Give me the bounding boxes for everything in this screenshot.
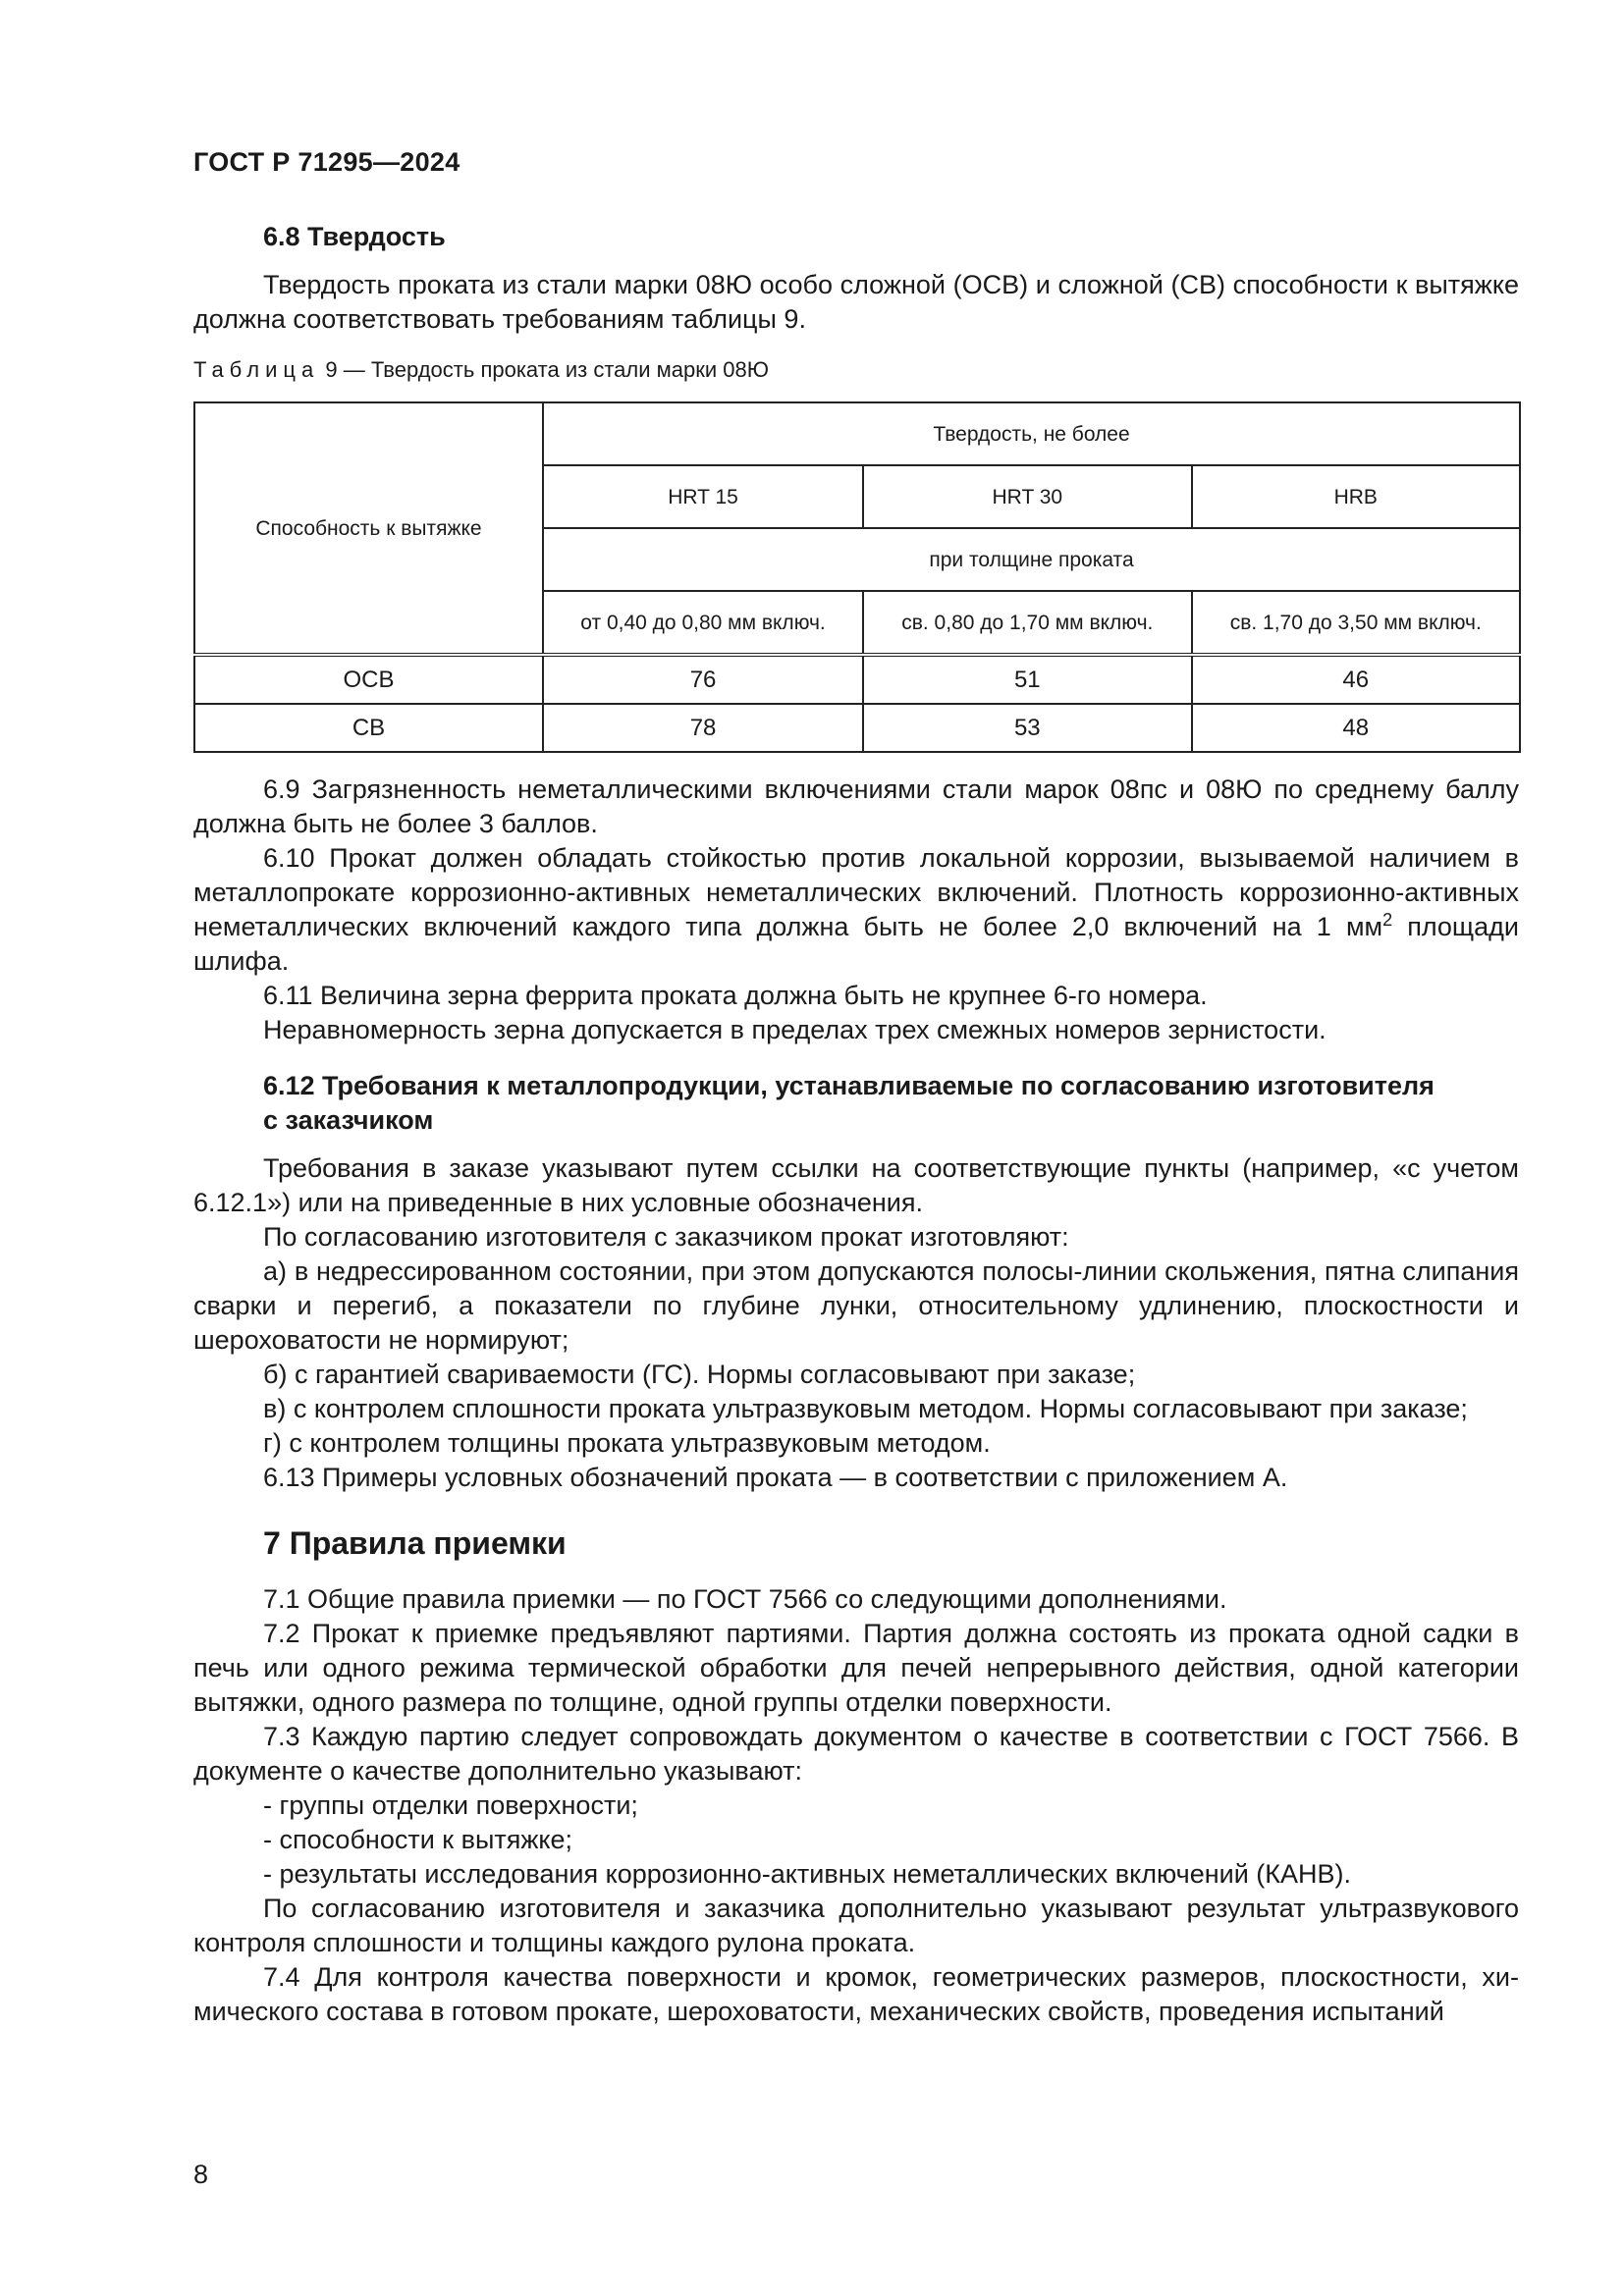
table-range-2: св. 0,80 до 1,70 мм включ.: [863, 591, 1191, 655]
page-number: 8: [193, 2160, 209, 2189]
section-7-2-text: 7.2 Прокат к приемке предъявляют партиями. Партия должна состоять из проката одной садки в печь или одного режима термической обработки для печей непрерывного действия, одной категории вытяжки, одного размера по толщине, одной группы отделки поверхности.: [193, 1619, 1519, 1717]
section-7-3-text: 7.3 Каждую партию следует сопровождать документом о качестве в соответствии с ГОСТ 7566. В документе о качестве дополнительно указывают:: [193, 1722, 1519, 1786]
table-cell: 48: [1192, 704, 1520, 752]
list-item: - способности к вытяжке;: [263, 1825, 573, 1854]
section-6-12-heading: [263, 1069, 1519, 1138]
table-cell: 78: [543, 704, 863, 752]
list-item: - результаты исследования коррозионно-активных неметаллических включений (КАНВ).: [263, 1859, 1352, 1889]
table-cell: 76: [543, 655, 863, 704]
section-6-12-agreement: По согласованию изготовителя с заказчиком прокат изготовляют:: [263, 1222, 1069, 1252]
table-scale-hrt30: HRT 30: [863, 465, 1191, 528]
section-6-12-heading-line-2: с заказчиком: [263, 1105, 434, 1135]
section-6-12-intro: Требования в заказе указывают путем ссылки на соответствующие пункты (например, «с учетом 6.12.1») или на приведенные в них условные обозначения.: [193, 1153, 1519, 1217]
table-row: [194, 655, 1520, 704]
section-6-10-main: 6.10 Прокат должен обладать стойкостью против локальной коррозии, вызываемой наличием в металлопрокате коррозионно-активных неметаллических включений. Плотность коррозионно-активных неметаллических включений каждого типа должна быть не более 2,0 включений на 1 мм: [193, 843, 1519, 941]
section-7-4-text: 7.4 Для контроля качества поверхности и кромок, геометрических размеров, плоскостности, химического состава в готовом прокате, шероховатости, механических свойств, проведения испытаний: [193, 1962, 1519, 2026]
table-range-3: св. 1,70 до 3,50 мм включ.: [1192, 591, 1520, 655]
table-stub-header: Способность к вытяжке: [194, 402, 543, 655]
table-row-category: ОСВ: [194, 655, 543, 704]
section-6-10-text: [193, 841, 1519, 979]
section-6-10-superscript: 2: [1382, 910, 1393, 930]
section-7-1-text: 7.1 Общие правила приемки — по ГОСТ 7566 со следующими дополнениями.: [263, 1584, 1227, 1614]
table-9-caption-label: Таблица: [193, 357, 320, 382]
hardness-table: [193, 401, 1521, 753]
section-6-12-item-v: в) с контролем сплошности проката ультразвуковым методом. Нормы согласовывают при заказе;: [263, 1394, 1468, 1423]
section-6-10-tail: площади шлифа.: [193, 912, 1519, 976]
table-range-1: от 0,40 до 0,80 мм включ.: [543, 591, 863, 655]
section-6-11-line-2: Неравномерность зерна допускается в пределах трех смежных номеров зернистости.: [263, 1015, 1326, 1044]
section-7-3-agreement: По согласованию изготовителя и заказчика дополнительно указывают результат ультразвукового контроля сплошности и толщины каждого рулона проката.: [193, 1894, 1519, 1957]
table-cell: 46: [1192, 655, 1520, 704]
page-content: [193, 220, 1519, 2029]
section-6-12-heading-line-1: 6.12 Требования к металлопродукции, устанавливаемые по согласованию изготовителя: [263, 1071, 1435, 1100]
table-9-caption-text: 9 — Твердость проката из стали марки 08Ю: [319, 357, 769, 382]
section-6-12-item-a: а) в недрессированном состоянии, при этом допускаются полосы-линии скольжения, пятна слипания сварки и перегиб, а показатели по глубине лунки, относительному удлинению, плоскостности и шероховатости не нормируют;: [193, 1256, 1519, 1355]
section-7-heading: 7 Правила приемки: [263, 1525, 567, 1561]
table-hardness-group: Твердость, не более: [543, 402, 1520, 465]
table-cell: 53: [863, 704, 1191, 752]
table-cell: 51: [863, 655, 1191, 704]
section-6-12-item-g: г) с контролем толщины проката ультразвуковым методом.: [263, 1428, 991, 1458]
section-6-12-item-b: б) с гарантией свариваемости (ГС). Нормы согласовывают при заказе;: [263, 1360, 1136, 1389]
table-9-caption: [193, 352, 1519, 387]
section-6-13-text: 6.13 Примеры условных обозначений проката — в соответствии с приложением А.: [263, 1463, 1288, 1492]
section-6-8-heading: 6.8 Твердость: [263, 222, 446, 251]
table-scale-hrt15: HRT 15: [543, 465, 863, 528]
section-6-8-text: Твердость проката из стали марки 08Ю особо сложной (ОСВ) и сложной (СВ) способности к вытяжке должна соответствовать требованиям таблицы 9.: [193, 270, 1519, 334]
table-row-category: СВ: [194, 704, 543, 752]
table-row: [194, 704, 1520, 752]
section-6-11-line-1: 6.11 Величина зерна феррита проката должна быть не крупнее 6-го номера.: [263, 981, 1208, 1010]
table-scale-hrb: HRB: [1192, 465, 1520, 528]
section-6-9-text: 6.9 Загрязненность неметаллическими включениями стали марок 08пс и 08Ю по среднему баллу должна быть не более 3 баллов.: [193, 774, 1519, 838]
standard-id: ГОСТ Р 71295—2024: [193, 147, 460, 177]
table-thickness-group: при толщине проката: [543, 528, 1520, 591]
list-item: - группы отделки поверхности;: [263, 1790, 638, 1820]
